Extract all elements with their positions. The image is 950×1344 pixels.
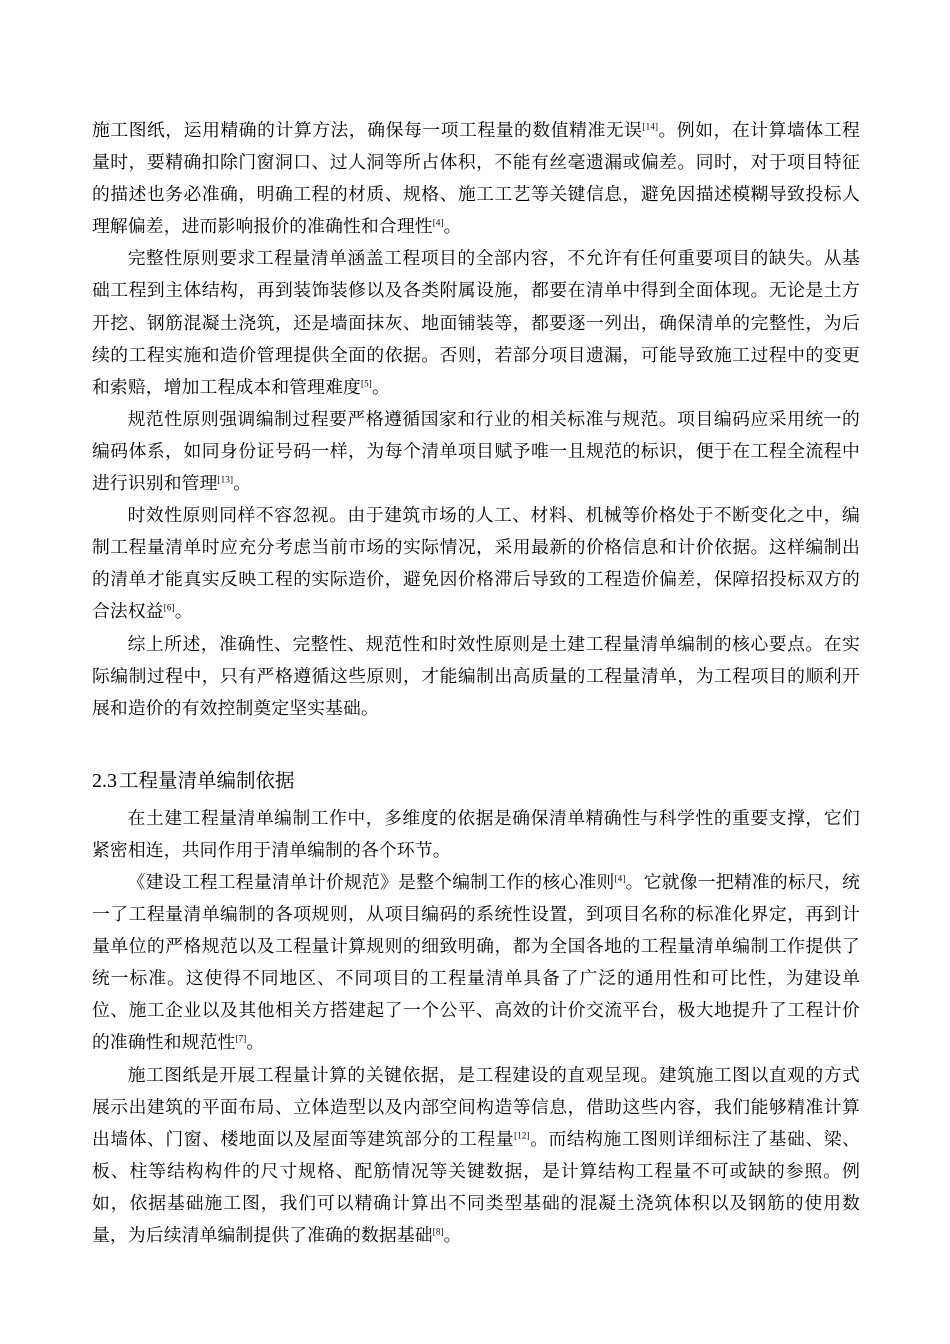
- paragraph-text: 。它就像一把精准的标尺，统一了工程量清单编制的各项规则，从项目编码的系统性设置，到项目名称的标准化界定，再到计量单位的严格规范以及工程量计算规则的细致明确，都为全国各地的工程量清单编制工作提供了统一标准。这使得不同地区、不同项目的工程量清单具备了广泛的通用性和可比性，为建设单位、施工企业以及其他相关方搭建起了一个公平、高效的计价交流平台，极大地提升了工程计价的准确性和规范性: [92, 871, 860, 1054]
- paragraph-text: 。: [246, 1032, 265, 1054]
- paragraph-text: 。而结构施工图则详细标注了基础、梁、板、柱等结构构件的尺寸规格、配筋情况等关键数据，是计算结构工程量不可或缺的参照。例如，依据基础施工图，我们可以精确计算出不同类型基础的混凝土浇筑体积以及钢筋的使用数量，为后续清单编制提供了准确的数据基础: [92, 1128, 861, 1246]
- section-heading: [92, 765, 860, 797]
- paragraph-text: 。: [443, 216, 462, 238]
- citation-ref: [4]: [614, 873, 626, 884]
- paragraph-text: 完整性原则要求工程量清单涵盖工程项目的全部内容，不允许有任何重要项目的缺失。从基础工程到主体结构，再到装饰装修以及各类附属设施，都要在清单中得到全面体现。无论是土方开挖、钢筋混凝土浇筑，还是墙面抹灰、地面铺装等，都要逐一列出，确保清单的完整性，为后续的工程实施和造价管理提供全面的依据。否则，若部分项目遗漏，可能导致施工过程中的变更和索赔，增加工程成本和管理难度: [92, 248, 860, 398]
- paragraph-drawings: [92, 1060, 860, 1253]
- paragraph-timeliness: [92, 500, 860, 628]
- citation-ref: [8]: [432, 1226, 444, 1237]
- paragraph-text: 。: [174, 601, 193, 623]
- paragraph-specification: [92, 867, 860, 1060]
- paragraph-text: 。: [443, 1225, 462, 1246]
- paragraph-text: 在土建工程量清单编制工作中，多维度的依据是确保清单精确性与科学性的重要支撑，它们紧密相连，共同作用于清单编制的各个环节。: [92, 807, 860, 861]
- paragraph-text: 时效性原则同样不容忽视。由于建筑市场的人工、材料、机械等价格处于不断变化之中，编制工程量清单时应充分考虑当前市场的实际情况，采用最新的价格信息和计价依据。这样编制出的清单才能真实反映工程的实际造价，避免因价格滞后导致的工程造价偏差，保障招投标双方的合法权益: [92, 505, 860, 623]
- paragraph-summary: [92, 629, 860, 725]
- citation-ref: [6]: [163, 602, 175, 613]
- citation-ref: [13]: [217, 474, 234, 485]
- section-number: 2.3: [92, 769, 117, 792]
- paragraph-text: 施工图纸是开展工程量计算的关键依据，是工程建设的直观呈现。建筑施工图以直观的方式展示出建筑的平面布局、立体造型以及内部空间构造等信息，借助这些内容，我们能够精准计算出墙体、门窗、楼地面以及屋面等建筑部分的工程量: [92, 1064, 860, 1150]
- section-title: 工程量清单编制依据: [119, 768, 295, 792]
- paragraph-text: 规范性原则强调编制过程要严格遵循国家和行业的相关标准与规范。项目编码应采用统一的编码体系，如同身份证号码一样，为每个清单项目赋予唯一且规范的标识，便于在工程全流程中进行识别和管理: [92, 408, 860, 495]
- paragraph-accuracy-continued: [92, 115, 860, 243]
- citation-ref: [12]: [514, 1129, 530, 1140]
- paragraph-text: 。: [233, 473, 252, 495]
- paragraph-basis-intro: [92, 803, 860, 867]
- paragraph-text: 综上所述，准确性、完整性、规范性和时效性原则是土建工程量清单编制的核心要点。在实际编制过程中，只有严格遵循这些原则，才能编制出高质量的工程量清单，为工程项目的顺利开展和造价的有效控制奠定坚实基础。: [92, 633, 860, 719]
- paragraph-standardization: [92, 404, 860, 500]
- citation-ref: [7]: [235, 1033, 247, 1044]
- paragraph-text: 。: [371, 376, 390, 398]
- document-page: [92, 115, 860, 1252]
- citation-ref: [4]: [432, 217, 444, 228]
- paragraph-text: 《建设工程工程量清单计价规范》是整个编制工作的核心准则: [127, 871, 615, 893]
- paragraph-text: 。例如，在计算墙体工程量时，要精确扣除门窗洞口、过人洞等所占体积，不能有丝毫遗漏或偏差。同时，对于项目特征的描述也务必准确，明确工程的材质、规格、施工工艺等关键信息，避免因描述模糊导致投标人理解偏差，进而影响报价的准确性和合理性: [92, 120, 860, 238]
- citation-ref: [5]: [360, 378, 372, 388]
- citation-ref: [14]: [642, 121, 659, 132]
- paragraph-completeness: [92, 243, 860, 403]
- paragraph-text: 施工图纸，运用精确的计算方法，确保每一项工程量的数值精准无误: [92, 120, 643, 141]
